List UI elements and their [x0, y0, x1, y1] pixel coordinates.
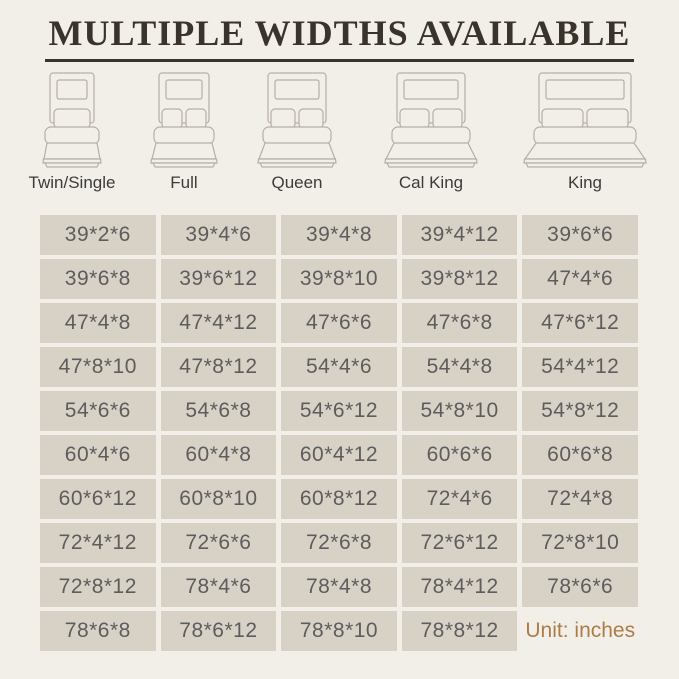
- size-cell: 54*4*8: [402, 347, 518, 387]
- size-cell: 78*4*8: [281, 567, 397, 607]
- bed-twin-single-icon: [42, 72, 102, 168]
- bed-size-label: Queen: [271, 173, 323, 192]
- size-cell: 72*6*6: [161, 523, 277, 563]
- size-cell: 47*4*8: [40, 303, 156, 343]
- size-cell: 39*6*8: [40, 259, 156, 299]
- size-cell: 60*8*12: [281, 479, 397, 519]
- size-cell: 54*6*6: [40, 391, 156, 431]
- size-cell: 54*8*10: [402, 391, 518, 431]
- size-cell: 60*8*10: [161, 479, 277, 519]
- size-cell: 47*8*10: [40, 347, 156, 387]
- size-cell: 78*4*6: [161, 567, 277, 607]
- size-cell: 54*4*12: [522, 347, 638, 387]
- size-cell: 78*4*12: [402, 567, 518, 607]
- bed-size-option: [227, 72, 367, 193]
- size-cell: 72*4*6: [402, 479, 518, 519]
- size-cell: 54*8*12: [522, 391, 638, 431]
- size-cell: 60*4*8: [161, 435, 277, 475]
- bed-sizes-row: [0, 72, 679, 202]
- size-cell: 78*6*6: [522, 567, 638, 607]
- size-cell: 47*4*6: [522, 259, 638, 299]
- unit-note: Unit: inches: [525, 619, 636, 642]
- size-cell: 47*8*12: [161, 347, 277, 387]
- size-cell: 39*4*6: [161, 215, 277, 255]
- size-cell: 60*4*6: [40, 435, 156, 475]
- size-table: [40, 215, 638, 651]
- size-cell: 72*8*12: [40, 567, 156, 607]
- size-cell: 47*4*12: [161, 303, 277, 343]
- size-cell: 78*6*8: [40, 611, 156, 651]
- size-cell: 54*6*12: [281, 391, 397, 431]
- bed-full-icon: [150, 72, 218, 168]
- size-cell: 39*2*6: [40, 215, 156, 255]
- size-cell: 39*6*12: [161, 259, 277, 299]
- bed-size-label: King: [567, 173, 603, 192]
- size-cell: 39*8*10: [281, 259, 397, 299]
- size-cell: 60*6*6: [402, 435, 518, 475]
- size-cell: 72*8*10: [522, 523, 638, 563]
- size-cell: 39*6*6: [522, 215, 638, 255]
- bed-queen-icon: [257, 72, 337, 168]
- size-cell: 47*6*12: [522, 303, 638, 343]
- bed-size-label: Cal King: [398, 173, 464, 192]
- size-cell: 39*8*12: [402, 259, 518, 299]
- bed-size-label: Full: [170, 173, 198, 192]
- size-cell: 72*4*8: [522, 479, 638, 519]
- size-cell: 60*4*12: [281, 435, 397, 475]
- size-cell: 72*4*12: [40, 523, 156, 563]
- size-cell: 47*6*8: [402, 303, 518, 343]
- bed-size-label: Twin/Single: [28, 173, 116, 192]
- bed-size-option: [361, 72, 501, 193]
- size-cell: 60*6*8: [522, 435, 638, 475]
- page-title: MULTIPLE WIDTHS AVAILABLE: [45, 12, 635, 62]
- title-section: [0, 0, 679, 62]
- bed-cal-king-icon: [384, 72, 478, 168]
- size-cell: 54*6*8: [161, 391, 277, 431]
- size-cell: 39*4*12: [402, 215, 518, 255]
- size-cell: 47*6*6: [281, 303, 397, 343]
- size-cell: 60*6*12: [40, 479, 156, 519]
- size-cell: 78*8*10: [281, 611, 397, 651]
- size-cell: 72*6*12: [402, 523, 518, 563]
- size-cell: 78*8*12: [402, 611, 518, 651]
- size-cell: 54*4*6: [281, 347, 397, 387]
- size-cell: 78*6*12: [161, 611, 277, 651]
- bed-size-option: [515, 72, 655, 193]
- size-cell: 72*6*8: [281, 523, 397, 563]
- size-cell: 39*4*8: [281, 215, 397, 255]
- bed-king-icon: [523, 72, 647, 168]
